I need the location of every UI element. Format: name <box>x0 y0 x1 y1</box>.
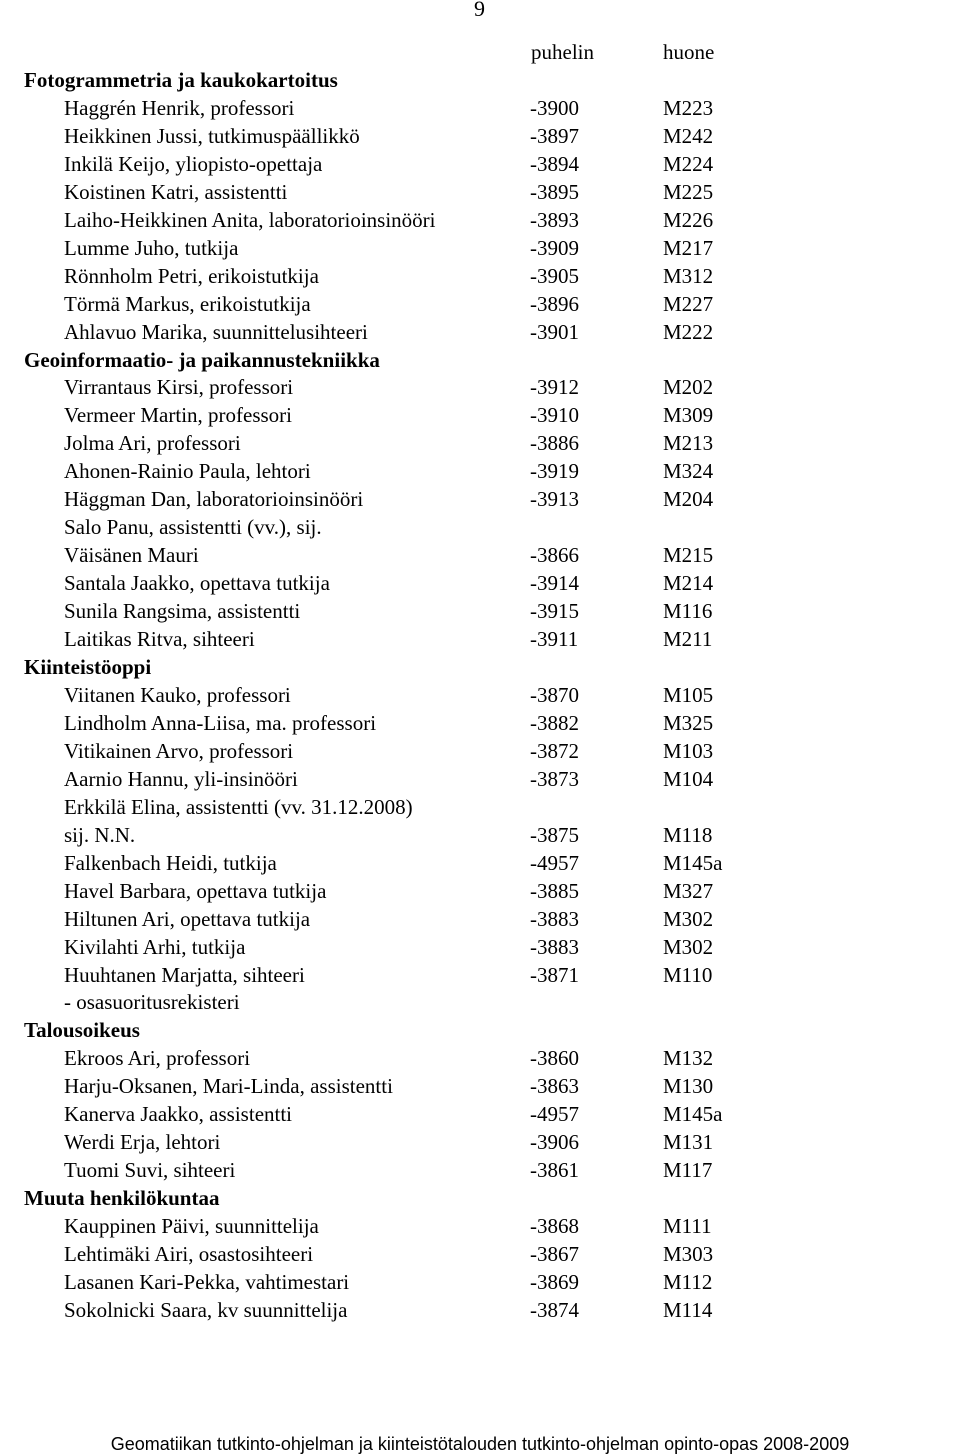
staff-row <box>0 94 960 122</box>
section-title: Kiinteistöoppi <box>24 655 152 680</box>
staff-room: M211 <box>663 627 713 652</box>
staff-phone: -3901 <box>530 319 579 344</box>
section-heading <box>0 1184 960 1212</box>
staff-phone: -3866 <box>530 543 579 568</box>
staff-row <box>0 681 960 709</box>
staff-phone: -3873 <box>530 766 579 791</box>
staff-name: Törmä Markus, erikoistutkija <box>64 291 311 316</box>
staff-room: M312 <box>663 263 714 288</box>
staff-row <box>0 793 960 821</box>
section-heading <box>0 346 960 374</box>
staff-room: M223 <box>663 95 714 120</box>
staff-room: M117 <box>663 1158 713 1183</box>
staff-row <box>0 905 960 933</box>
staff-name: Ahlavuo Marika, suunnittelusihteeri <box>64 319 368 344</box>
staff-phone: -3897 <box>530 123 579 148</box>
staff-phone: -3883 <box>530 934 579 959</box>
phone-column-header: puhelin <box>531 40 594 64</box>
staff-row <box>0 1240 960 1268</box>
staff-phone: -3874 <box>530 1297 579 1322</box>
staff-row <box>0 988 960 1016</box>
staff-room: M215 <box>663 543 714 568</box>
staff-room: M116 <box>663 599 713 624</box>
staff-row <box>0 1268 960 1296</box>
staff-row <box>0 318 960 346</box>
section-title: Muuta henkilökuntaa <box>24 1186 220 1211</box>
staff-room: M213 <box>663 431 714 456</box>
staff-name: Vermeer Martin, professori <box>64 403 293 428</box>
staff-row <box>0 401 960 429</box>
staff-row <box>0 737 960 765</box>
staff-row <box>0 961 960 989</box>
staff-name: Kivilahti Arhi, tutkija <box>64 934 246 959</box>
staff-row <box>0 178 960 206</box>
staff-room: M202 <box>663 375 714 400</box>
staff-row <box>0 150 960 178</box>
staff-room: M132 <box>663 1046 714 1071</box>
staff-name: Rönnholm Petri, erikoistutkija <box>64 263 319 288</box>
staff-row <box>0 541 960 569</box>
staff-phone: -3872 <box>530 738 579 763</box>
staff-phone: -3912 <box>530 375 579 400</box>
staff-name: Jolma Ari, professori <box>64 431 241 456</box>
staff-row <box>0 290 960 318</box>
staff-name: Lumme Juho, tutkija <box>64 235 239 260</box>
staff-room: M118 <box>663 822 713 847</box>
staff-name: Koistinen Katri, assistentti <box>64 179 288 204</box>
staff-phone: -3871 <box>530 962 579 987</box>
staff-phone: -3885 <box>530 878 579 903</box>
staff-name: Heikkinen Jussi, tutkimuspäällikkö <box>64 123 360 148</box>
staff-name: Sunila Rangsima, assistentti <box>64 599 301 624</box>
staff-room: M222 <box>663 319 714 344</box>
staff-room: M227 <box>663 291 714 316</box>
staff-name: Hiltunen Ari, opettava tutkija <box>64 906 311 931</box>
staff-room: M217 <box>663 235 714 260</box>
staff-phone: -3894 <box>530 151 579 176</box>
section-title: Fotogrammetria ja kaukokartoitus <box>24 68 338 92</box>
staff-row <box>0 597 960 625</box>
staff-phone: -3882 <box>530 710 579 735</box>
staff-name: Laitikas Ritva, sihteeri <box>64 627 255 652</box>
staff-phone: -3911 <box>530 627 579 652</box>
staff-room: M214 <box>663 571 714 596</box>
staff-name: sij. N.N. <box>64 822 136 847</box>
staff-room: M226 <box>663 207 714 232</box>
staff-room: M104 <box>663 766 714 791</box>
staff-name: - osasuoritusrekisteri <box>64 990 240 1015</box>
staff-phone: -3883 <box>530 906 579 931</box>
staff-row <box>0 569 960 597</box>
staff-room: M225 <box>663 179 714 204</box>
staff-room: M204 <box>663 487 714 512</box>
staff-phone: -3875 <box>530 822 579 847</box>
staff-name: Falkenbach Heidi, tutkija <box>64 850 277 875</box>
section-title: Geoinformaatio- ja paikannustekniikka <box>24 347 380 372</box>
staff-name: Werdi Erja, lehtori <box>64 1130 221 1155</box>
staff-room: M114 <box>663 1297 713 1322</box>
staff-room: M110 <box>663 962 713 987</box>
section-heading <box>0 66 960 94</box>
staff-name: Harju-Oksanen, Mari-Linda, assistentti <box>64 1074 393 1099</box>
staff-row <box>0 262 960 290</box>
staff-phone: -3906 <box>530 1130 579 1155</box>
staff-phone: -3867 <box>530 1242 579 1267</box>
staff-room: M130 <box>663 1074 714 1099</box>
staff-name: Sokolnicki Saara, kv suunnittelija <box>64 1297 348 1322</box>
staff-room: M302 <box>663 934 714 959</box>
staff-phone: -3869 <box>530 1269 579 1294</box>
staff-room: M112 <box>663 1269 713 1294</box>
page-footer: Geomatiikan tutkinto-ohjelman ja kiinteistötalouden tutkinto-ohjelman opinto-opas 2008-2009 <box>110 1434 850 1454</box>
staff-name: Tuomi Suvi, sihteeri <box>64 1158 236 1183</box>
staff-phone: -3895 <box>530 179 579 204</box>
staff-phone: -3893 <box>530 207 579 232</box>
staff-row <box>0 709 960 737</box>
staff-room: M224 <box>663 151 714 176</box>
staff-room: M131 <box>663 1130 714 1155</box>
staff-name: Väisänen Mauri <box>64 543 199 568</box>
staff-name: Inkilä Keijo, yliopisto-opettaja <box>64 151 323 176</box>
staff-name: Lehtimäki Airi, osastosihteeri <box>64 1242 314 1267</box>
staff-name: Lasanen Kari-Pekka, vahtimestari <box>64 1269 350 1294</box>
staff-room: M303 <box>663 1242 714 1267</box>
staff-name: Lindholm Anna-Liisa, ma. professori <box>64 710 377 735</box>
staff-row <box>0 1296 960 1324</box>
staff-name: Santala Jaakko, opettava tutkija <box>64 571 330 596</box>
staff-name: Ahonen-Rainio Paula, lehtori <box>64 459 311 484</box>
staff-row <box>0 1156 960 1184</box>
staff-room: M327 <box>663 878 714 903</box>
staff-room: M325 <box>663 710 714 735</box>
staff-phone: -4957 <box>530 1102 579 1127</box>
staff-phone: -3915 <box>530 599 579 624</box>
staff-row <box>0 1100 960 1128</box>
staff-name: Viitanen Kauko, professori <box>64 682 291 707</box>
staff-name: Aarnio Hannu, yli-insinööri <box>64 766 298 791</box>
staff-name: Ekroos Ari, professori <box>64 1046 251 1071</box>
staff-room: M145a <box>663 1102 723 1127</box>
staff-name: Häggman Dan, laboratorioinsinööri <box>64 487 364 512</box>
room-column-header: huone <box>663 40 715 64</box>
staff-phone: -3860 <box>530 1046 579 1071</box>
staff-row <box>0 485 960 513</box>
staff-row <box>0 513 960 541</box>
staff-room: M302 <box>663 906 714 931</box>
staff-name: Salo Panu, assistentti (vv.), sij. <box>64 515 322 540</box>
staff-row <box>0 373 960 401</box>
staff-phone: -3919 <box>530 459 579 484</box>
staff-name: Vitikainen Arvo, professori <box>64 738 294 763</box>
staff-row <box>0 1128 960 1156</box>
staff-phone: -3886 <box>530 431 579 456</box>
staff-room: M309 <box>663 403 714 428</box>
staff-name: Haggrén Henrik, professori <box>64 95 295 120</box>
staff-room: M105 <box>663 682 714 707</box>
staff-row <box>0 765 960 793</box>
staff-row <box>0 206 960 234</box>
staff-phone: -3910 <box>530 403 579 428</box>
staff-room: M324 <box>663 459 714 484</box>
page-number: 9 <box>474 0 485 21</box>
staff-room: M111 <box>663 1214 712 1239</box>
staff-phone: -3900 <box>530 95 579 120</box>
staff-name: Havel Barbara, opettava tutkija <box>64 878 327 903</box>
section-heading <box>0 1016 960 1044</box>
staff-phone: -3913 <box>530 487 579 512</box>
section-heading <box>0 653 960 681</box>
staff-phone: -3863 <box>530 1074 579 1099</box>
staff-phone: -3870 <box>530 682 579 707</box>
staff-name: Erkkilä Elina, assistentti (vv. 31.12.2008) <box>64 794 413 819</box>
staff-room: M242 <box>663 123 714 148</box>
staff-phone: -3914 <box>530 571 579 596</box>
staff-row <box>0 625 960 653</box>
staff-phone: -3861 <box>530 1158 579 1183</box>
staff-phone: -3896 <box>530 291 579 316</box>
staff-name: Kauppinen Päivi, suunnittelija <box>64 1214 319 1239</box>
staff-directory <box>0 66 960 1324</box>
staff-name: Laiho-Heikkinen Anita, laboratorioinsinööri <box>64 207 436 232</box>
staff-name: Virrantaus Kirsi, professori <box>64 375 294 400</box>
staff-room: M103 <box>663 738 714 763</box>
staff-row <box>0 1072 960 1100</box>
staff-row <box>0 849 960 877</box>
staff-room: M145a <box>663 850 723 875</box>
staff-row <box>0 1044 960 1072</box>
staff-row <box>0 429 960 457</box>
staff-row <box>0 933 960 961</box>
staff-phone: -3909 <box>530 235 579 260</box>
staff-row <box>0 234 960 262</box>
staff-row <box>0 122 960 150</box>
staff-phone: -3868 <box>530 1214 579 1239</box>
section-title: Talousoikeus <box>24 1018 140 1043</box>
staff-row <box>0 821 960 849</box>
staff-name: Kanerva Jaakko, assistentti <box>64 1102 293 1127</box>
staff-name: Huuhtanen Marjatta, sihteeri <box>64 962 305 987</box>
staff-phone: -3905 <box>530 263 579 288</box>
staff-phone: -4957 <box>530 850 579 875</box>
staff-row <box>0 457 960 485</box>
staff-row <box>0 877 960 905</box>
staff-row <box>0 1212 960 1240</box>
